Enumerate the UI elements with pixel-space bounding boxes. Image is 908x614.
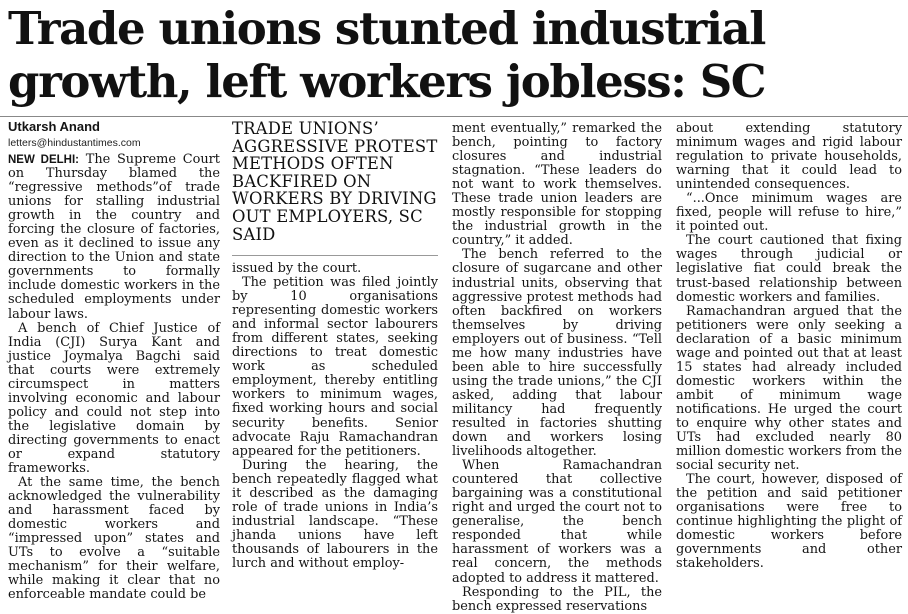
article-column-3	[452, 122, 662, 614]
paragraph: During the hearing, the bench repeatedly flagged what it described as the damaging role of trade unions in India’s industrial landscape. “These jhanda unions have left thousands of labourers in the lurch and without employ-	[232, 457, 438, 571]
paragraph: issued by the court.	[232, 261, 362, 276]
paragraph: about extending statutory minimum wages and rigid labour regulation to private households, warning that it could lead to unintended consequences.	[676, 121, 902, 193]
paragraph: “...Once minimum wages are fixed, people will refuse to hire,” it pointed out.	[676, 191, 902, 235]
pull-quote-rule	[232, 255, 438, 256]
paragraph: The petition was filed jointly by 10 organisations representing domestic workers and informal sector labourers from different states, seeking directions to treat domestic work as scheduled employment, thereby entitling workers to minimum wages, fixed working hours and social security benefits. Senior advocate Raju Ramachandran appeared for the petitioners.	[232, 275, 438, 459]
paragraph: The court, however, disposed of the petition and said petitioner organisations were free to continue highlighting the plight of domestic workers before governments and other stakeholders.	[676, 472, 902, 572]
headline-rule	[0, 116, 908, 117]
byline-author: Utkarsh Anand	[8, 119, 100, 134]
dateline: NEW DELHI:	[8, 154, 79, 166]
byline-email: letters@hindustantimes.com	[8, 137, 141, 149]
paragraph: A bench of Chief Justice of India (CJI) Surya Kant and justice Joymalya Bagchi said that courts were extremely circumspect in matters involving economic and labour policy and could not step into the legislative domain by directing governments to enact or expand statutory frameworks.	[8, 320, 220, 477]
article-column-1	[8, 119, 220, 603]
paragraph-text: The Supreme Court on Thursday blamed the “regressive methods”of trade unions for stalling industrial growth in the country and forcing the closure of factories, even as it declined to issue any direction to the Union and state governments to formally include domestic workers in the scheduled employments under labour laws.	[8, 152, 220, 322]
paragraph: ment eventually,” remarked the bench, pointing to factory closures and industrial stagnation. “These leaders do not want to work themselves. These trade union leaders are mostly responsible for stopping the industrial growth in the country,” it added.	[452, 121, 662, 249]
pull-quote: TRADE UNIONS’ AGGRESSIVE PROTEST METHODS OFTEN BACKFIRED ON WORKERS BY DRIVING OUT EMPLOYERS, SC SAID	[232, 119, 438, 244]
paragraph: Ramachandran argued that the petitioners were only seeking a declaration of a basic minimum wage and pointed out that at least 15 states had already included domestic workers within the ambit of minimum wage notifications. He urged the court to enquire why other states and UTs had excluded nearly 80 million domestic workers from the social security net.	[676, 303, 902, 474]
article-column-2	[232, 262, 438, 571]
article-column-4	[676, 122, 902, 572]
paragraph	[8, 153, 220, 322]
paragraph: Responding to the PIL, the bench expressed reservations	[452, 584, 662, 614]
paragraph: The court cautioned that fixing wages through judicial or legislative fiat could break the trust-based relationship between domestic workers and families.	[676, 233, 902, 305]
paragraph: When Ramachandran countered that collective bargaining was a constitutional right and urged the court not to generalise, the bench responded that while harassment of workers was a real concern, the methods adopted to address it mattered.	[452, 458, 662, 586]
paragraph: At the same time, the bench acknowledged the vulnerability and harassment faced by domestic workers and “impressed upon” states and UTs to evolve a “suitable mechanism” for their welfare, while making it clear that no enforceable mandate could be	[8, 475, 220, 603]
paragraph: The bench referred to the closure of sugarcane and other industrial units, observing that aggressive protest methods had often backfired on workers themselves by driving employers out of business. “Tell me how many industries have been able to hire successfully using the trade unions,” the CJI asked, adding that labour militancy had frequently resulted in factories shutting down and workers losing livelihoods altogether.	[452, 247, 662, 460]
headline: Trade unions stunted industrial growth, left workers jobless: SC	[8, 2, 766, 108]
